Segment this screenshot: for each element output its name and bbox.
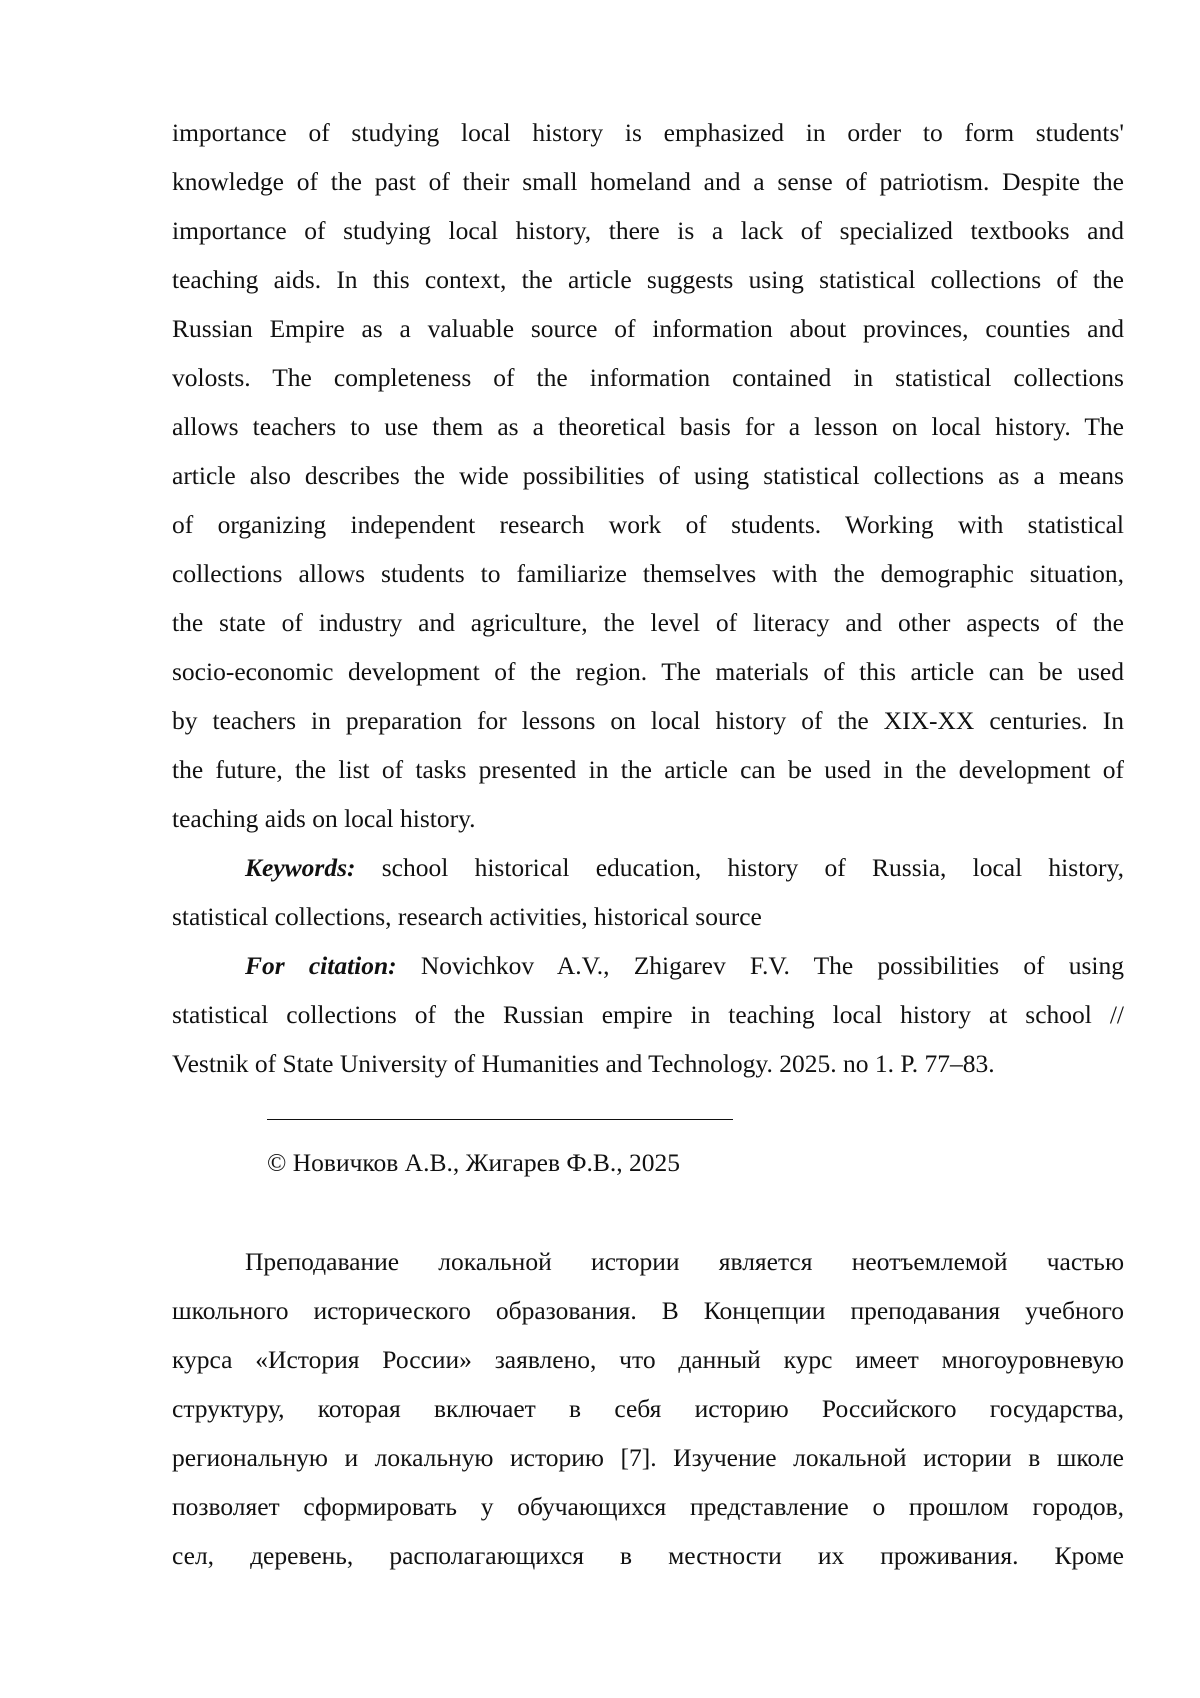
body-line: структуру, которая включает в себя историю Российского государства, xyxy=(172,1384,1124,1433)
body-paragraph xyxy=(172,1237,1124,1580)
citation-label: For citation: xyxy=(245,951,397,980)
abstract-line: teaching aids. In this context, the article suggests using statistical collections of the xyxy=(172,255,1124,304)
body-line: Преподавание локальной истории является неотъемлемой частью xyxy=(172,1237,1124,1286)
abstract-line: teaching aids on local history. xyxy=(172,794,1124,843)
citation-line xyxy=(172,941,1124,990)
citation-line: statistical collections of the Russian empire in teaching local history at school // xyxy=(172,990,1124,1039)
abstract-line: article also describes the wide possibilities of using statistical collections as a means xyxy=(172,451,1124,500)
abstract-line: importance of studying local history, there is a lack of specialized textbooks and xyxy=(172,206,1124,255)
abstract-line: knowledge of the past of their small homeland and a sense of patriotism. Despite the xyxy=(172,157,1124,206)
keywords-label: Keywords: xyxy=(245,853,356,882)
abstract-line: socio-economic development of the region. The materials of this article can be used xyxy=(172,647,1124,696)
keywords-line xyxy=(172,843,1124,892)
abstract-line: volosts. The completeness of the information contained in statistical collections xyxy=(172,353,1124,402)
abstract-line: by teachers in preparation for lessons on local history of the XIX-XX centuries. In xyxy=(172,696,1124,745)
body-line: региональную и локальную историю [7]. Изучение локальной истории в школе xyxy=(172,1433,1124,1482)
keywords-line: statistical collections, research activities, historical source xyxy=(172,892,1124,941)
body-line: курса «История России» заявлено, что данный курс имеет многоуровневую xyxy=(172,1335,1124,1384)
body-line: сел, деревень, располагающихся в местности их проживания. Кроме xyxy=(172,1531,1124,1580)
body-line: позволяет сформировать у обучающихся представление о прошлом городов, xyxy=(172,1482,1124,1531)
abstract-line: of organizing independent research work of students. Working with statistical xyxy=(172,500,1124,549)
citation-line: Vestnik of State University of Humanities and Technology. 2025. no 1. P. 77–83. xyxy=(172,1039,1124,1088)
abstract-line: allows teachers to use them as a theoretical basis for a lesson on local history. The xyxy=(172,402,1124,451)
abstract-line: importance of studying local history is emphasized in order to form students' xyxy=(172,108,1124,157)
citation-text: Novichkov A.V., Zhigarev F.V. The possibilities of using xyxy=(397,951,1124,980)
abstract-section xyxy=(172,108,1124,1088)
copyright-notice: © Новичков А.В., Жигарев Ф.В., 2025 xyxy=(267,1138,680,1187)
abstract-line: Russian Empire as a valuable source of information about provinces, counties and xyxy=(172,304,1124,353)
footnote-divider xyxy=(267,1119,733,1120)
abstract-line: the state of industry and agriculture, the level of literacy and other aspects of the xyxy=(172,598,1124,647)
body-line: школьного исторического образования. В Концепции преподавания учебного xyxy=(172,1286,1124,1335)
abstract-line: the future, the list of tasks presented in the article can be used in the development of xyxy=(172,745,1124,794)
keywords-text: school historical education, history of Russia, local history, xyxy=(356,853,1125,882)
abstract-line: collections allows students to familiarize themselves with the demographic situation, xyxy=(172,549,1124,598)
